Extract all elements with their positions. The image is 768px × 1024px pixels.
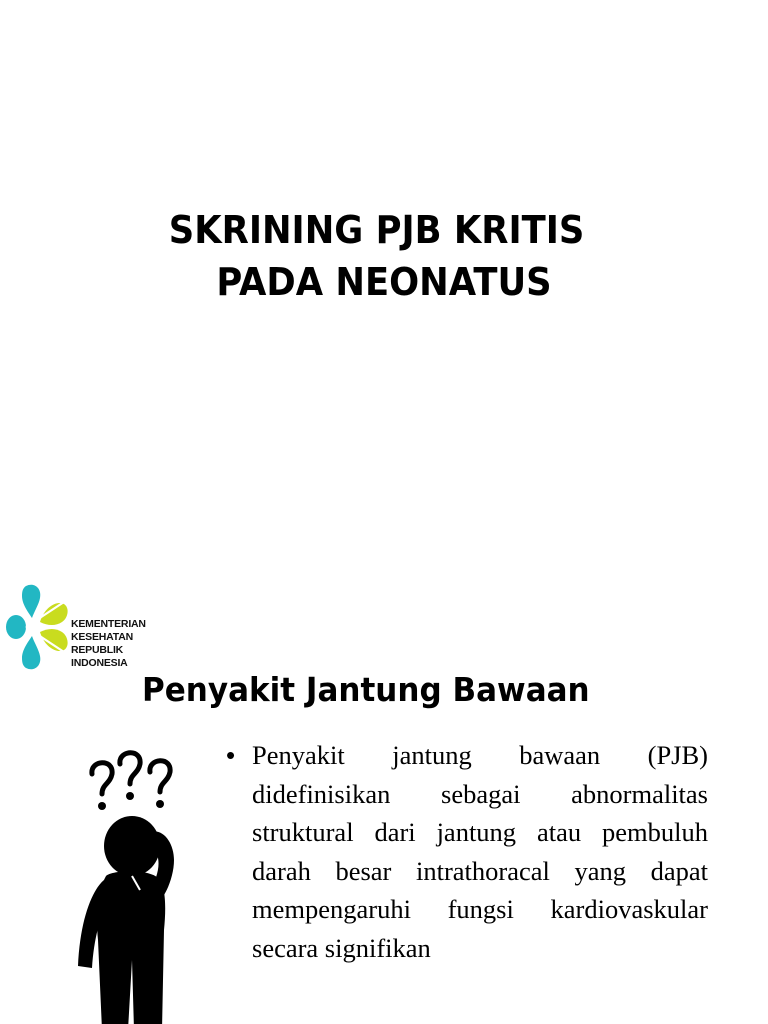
- bullet-marker: •: [226, 740, 236, 770]
- logo-text-line-2: KESEHATAN: [71, 631, 133, 643]
- slide-2: [0, 560, 768, 1024]
- logo-text-line-1: KEMENTERIAN: [71, 618, 146, 630]
- logo-text-line-3: REPUBLIK: [71, 644, 124, 656]
- title-line-1: SKRINING PJB KRITIS: [168, 208, 585, 252]
- logo-wordmark: [71, 618, 146, 670]
- kemenkes-logo: [4, 582, 154, 672]
- slide-1-title: [27, 204, 741, 308]
- logo-text-line-4: INDONESIA: [71, 657, 128, 669]
- confused-person-icon: [70, 750, 190, 1024]
- title-line-2: PADA NEONATUS: [216, 260, 552, 304]
- bullet-list: [226, 736, 708, 967]
- bullet-text: Penyakit jantung bawaan (PJB) didefinisikan sebagai abnormalitas struktural dari jantung atau pembuluh darah besar intrathoracal yang dapat mempengaruhi fungsi kardiovaskular secara signifikan: [252, 740, 708, 963]
- kemenkes-emblem-icon: [4, 582, 70, 672]
- slide-2-title: Penyakit Jantung Bawaan: [142, 670, 590, 709]
